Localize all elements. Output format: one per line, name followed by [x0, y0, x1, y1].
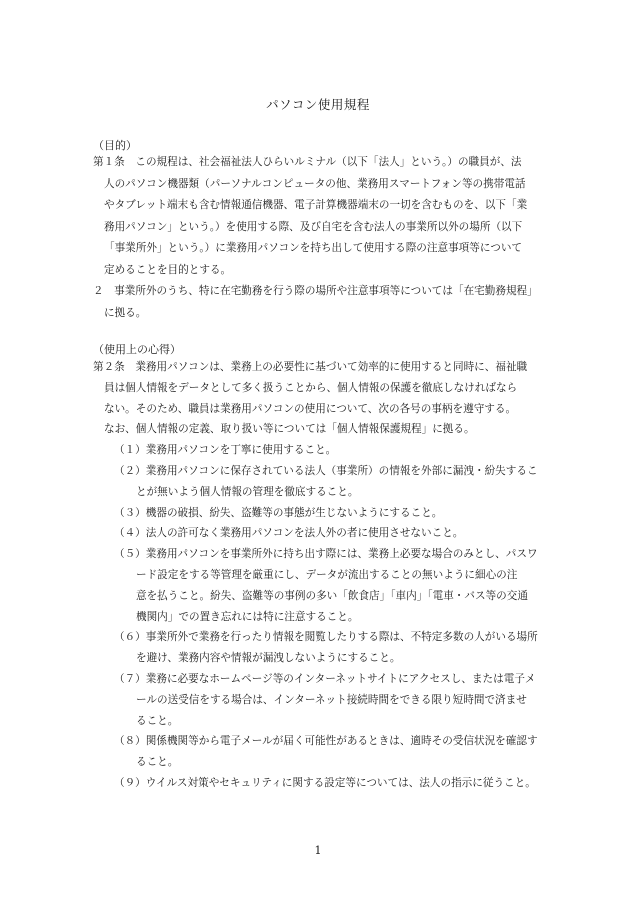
article1-line: 第１条 この規程は、社会福祉法人ひらいルミナル（以下「法人」という。）の職員が、法	[93, 156, 522, 168]
article1-line: 定めることを目的とする。	[104, 263, 232, 276]
article2-item: （１）業務用パソコンを丁寧に使用すること。	[114, 444, 337, 457]
article1-line: ２ 事業所外のうち、特に在宅勤務を行う際の場所や注意事項等については「在宅勤務規程」	[93, 285, 538, 297]
article2-line: 員は個人情報をデータとして多く扱うことから、個人情報の保護を徹底しなければなら	[104, 381, 518, 394]
article2-item-cont: ること。	[136, 714, 179, 727]
article2-line: ない。そのため、職員は業務用パソコンの使用について、次の各号の事柄を遵守する。	[104, 402, 517, 415]
article2-item: （８）関係機関等から電子メールが届く可能性があるときは、適時その受信状況を確認す	[114, 735, 538, 748]
article2-item-cont: 機関内」での置き忘れには特に注意すること。	[136, 610, 359, 623]
article1-line: やタブレット端末も含む情報通信機器、電子計算機器端末の一切を含むものを、以下「業	[104, 199, 528, 211]
article2-heading: （使用上の心得）	[93, 343, 181, 356]
page-number: 1	[314, 844, 322, 857]
article2-item: （２）業務用パソコンに保存されている法人（事業所）の情報を外部に漏洩・紛失するこ	[114, 465, 538, 477]
article2-item-cont: とが無いよう個人情報の管理を徹底すること。	[136, 485, 359, 498]
article2-item: （９）ウイルス対策やセキュリティに関する設定等については、法人の指示に従うこと。	[114, 777, 536, 789]
article1-line: 人のパソコン機器類（パーソナルコンピュータの他、業務用スマートフォン等の携帯電話	[104, 177, 526, 190]
article2-item: （７）業務に必要なホームページ等のインターネットサイトにアクセスし、または電子メ	[114, 673, 536, 685]
article2-item: （５）業務用パソコンを事業所外に持ち出す際には、業務上必要な場合のみとし、パスワ	[114, 548, 538, 561]
article2-item-cont: ールの送受信をする場合は、インターネット接続時間をできる限り短時間で済ませ	[136, 693, 527, 706]
article1-line: に拠る。	[104, 306, 147, 319]
article2-item-cont: を避け、業務内容や情報が漏洩しないようにすること。	[136, 652, 401, 665]
article1-line: 務用パソコン」という。）を使用する際、及び自宅を含む法人の事業所以外の場所（以下	[104, 220, 523, 233]
article1-heading: （目的）	[93, 139, 137, 152]
article2-item: （４）法人の許可なく業務用パソコンを法人外の者に使用させないこと。	[114, 527, 464, 540]
article2-item-cont: 意を払うこと。紛失、盗難等の事例の多い「飲食店」「車内」「電車・バス等の交通	[136, 589, 528, 602]
document-title: パソコン使用規程	[266, 97, 370, 112]
article1-line: 「事業所外」という。）に業務用パソコンを持ち出して使用する際の注意事項等について	[104, 242, 523, 254]
article2-line: なお、個人情報の定義、取り扱い等については「個人情報保護規程」に拠る。	[104, 423, 475, 436]
article2-item: （６）事業所外で業務を行ったり情報を閲覧したりする際は、不特定多数の人がいる場所	[114, 631, 538, 644]
article2-line: 第２条 業務用パソコンは、業務上の必要性に基づいて効率的に使用すると同時に、福祉職	[93, 361, 528, 373]
article2-item: （３）機器の破損、紛失、盗難等の事態が生じないようにすること。	[114, 506, 443, 519]
article2-item-cont: ること。	[136, 756, 179, 769]
article2-item-cont: ード設定をする等管理を厳重にし、データが流出することの無いように細心の注	[136, 569, 518, 581]
